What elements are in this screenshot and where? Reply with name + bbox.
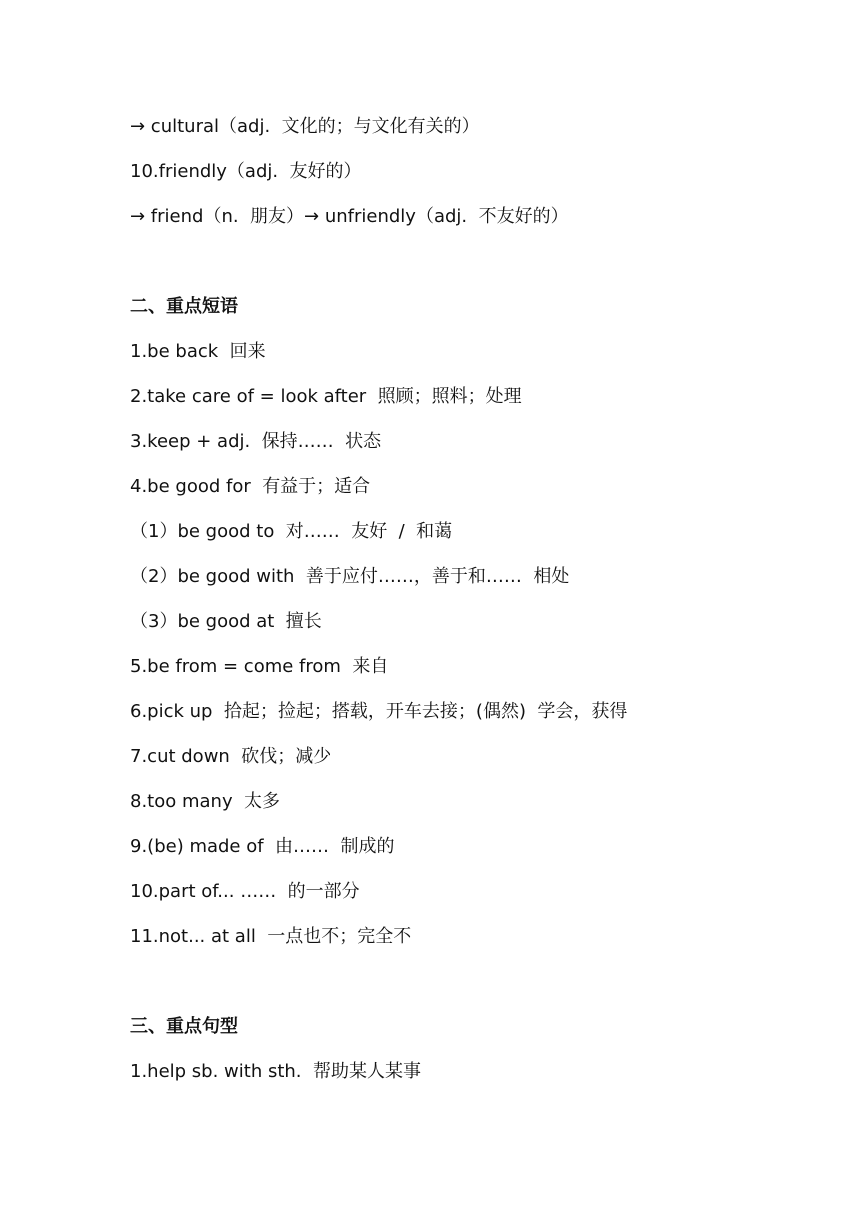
phrase-item: 6.pick up 拾起；捡起；搭载，开车去接；(偶然) 学会，获得	[130, 701, 628, 722]
phrase-item: 7.cut down 砍伐；减少	[130, 746, 332, 767]
phrase-item: 2.take care of = look after 照顾；照料；处理	[130, 386, 522, 407]
phrase-subitem: （3）be good at 擅长	[130, 611, 322, 632]
section-heading-sentences: 三、重点句型	[130, 1016, 238, 1037]
phrase-item: 4.be good for 有益于；适合	[130, 476, 371, 497]
vocab-line-friend: → friend（n. 朋友）→ unfriendly（adj. 不友好的）	[130, 206, 569, 227]
phrase-item: 9.(be) made of 由…… 制成的	[130, 836, 395, 857]
phrase-subitem: （1）be good to 对…… 友好 / 和蔼	[130, 521, 453, 542]
phrase-item: 5.be from = come from 来自	[130, 656, 389, 677]
vocab-line-friendly: 10.friendly（adj. 友好的）	[130, 161, 362, 182]
phrase-subitem: （2）be good with 善于应付……，善于和…… 相处	[130, 566, 570, 587]
section-heading-phrases: 二、重点短语	[130, 296, 238, 317]
phrase-item: 10.part of... …… 的一部分	[130, 881, 360, 902]
phrase-item: 8.too many 太多	[130, 791, 281, 812]
sentence-item: 1.help sb. with sth. 帮助某人某事	[130, 1061, 421, 1082]
phrase-item: 3.keep + adj. 保持…… 状态	[130, 431, 382, 452]
phrase-item: 11.not... at all 一点也不；完全不	[130, 926, 412, 947]
vocab-line-cultural: → cultural（adj. 文化的；与文化有关的）	[130, 116, 480, 137]
phrase-item: 1.be back 回来	[130, 341, 266, 362]
